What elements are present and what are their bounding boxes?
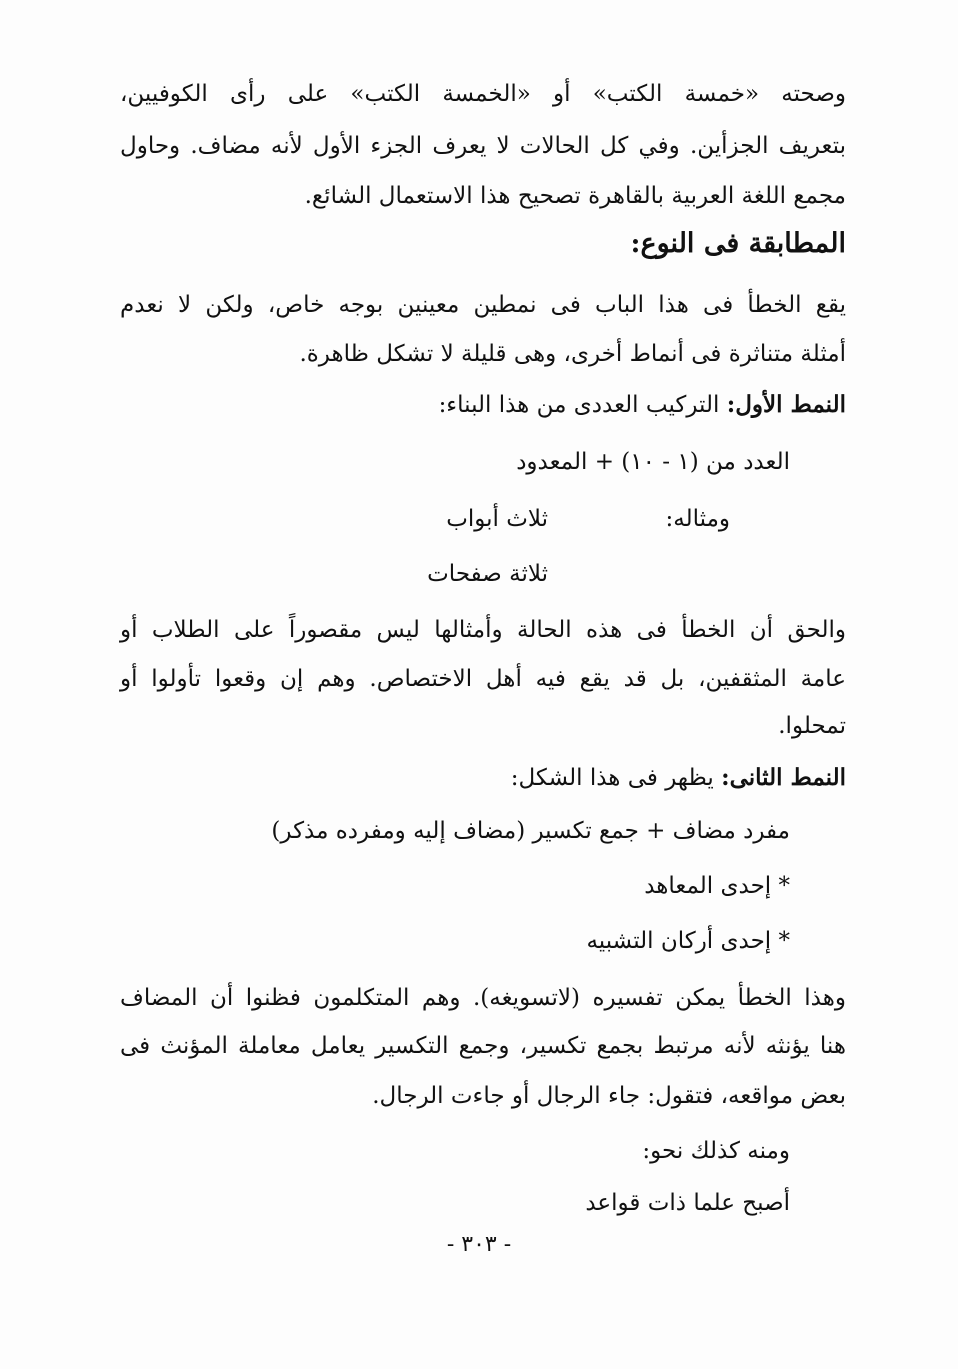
text-line: بتعريف الجزأين. وفي كل الحالات لا يعرف الجزء الأول لأنه مضاف. وحاول [120, 133, 846, 159]
example-label: ومثاله: [665, 506, 730, 532]
pattern-two-label: النمط الثانى: [721, 764, 846, 791]
example-one: ثلاث أبواب [446, 506, 548, 532]
text-line: والحق أن الخطأ فى هذه الحالة وأمثالها ليس مقصوراً على الطلاب أو [120, 617, 846, 643]
formula-two: مفرد مضاف + جمع تكسير (مضاف إليه ومفرده مذكر) [271, 818, 790, 844]
page-number: - ٣٠٣ - [446, 1232, 512, 1257]
text-line: أمثلة متناثرة فى أنماط أخرى، وهى قليلة لا تشكل ظاهرة. [299, 341, 846, 367]
text-line: يقع الخطأ فى هذا الباب فى نمطين معينين بوجه خاص، ولكن لا نعدم [120, 292, 846, 318]
text-line: تمحلوا. [778, 713, 846, 739]
text-line: عامة المثقفين، بل قد يقع فيه أهل الاختصاص. وهم إن وقعوا تأولوا أو [120, 666, 846, 692]
text-line: أصبح علما ذات قواعد [585, 1190, 790, 1216]
pattern-one-label: النمط الأول: [726, 391, 846, 418]
text-line: بعض مواقعه، فتقول: جاء الرجال أو جاءت الرجال. [372, 1083, 846, 1109]
example-item: * إحدى المعاهد [644, 873, 790, 899]
text-line: وصحته «خمسة الكتب» أو «الخمسة الكتب» على رأى الكوفيين، [120, 81, 846, 107]
section-heading: المطابقة فى النوع: [630, 228, 846, 259]
formula-one: العدد من (١ - ١٠) + المعدود [516, 449, 790, 475]
text-line: مجمع اللغة العربية بالقاهرة تصحيح هذا الاستعمال الشائع. [304, 183, 846, 209]
text-line: ومنه كذلك نحو: [642, 1138, 790, 1164]
pattern-two [511, 762, 846, 794]
pattern-two-text: يظهر فى هذا الشكل: [510, 765, 722, 791]
example-two: ثلاثة صفحات [427, 561, 548, 587]
pattern-one-text: التركيب العددى من هذا البناء: [438, 392, 727, 418]
text-line: هنا يؤنثه لأنه مرتبط بجمع تكسير، وجمع التكسير يعامل معاملة المؤنث فى [120, 1033, 846, 1059]
example-item: * إحدى أركان التشبيه [586, 928, 790, 954]
pattern-one [439, 389, 846, 421]
text-line: وهذا الخطأ يمكن تفسيره (لاتسويغه). وهم المتكلمون فظنوا أن المضاف [120, 985, 846, 1011]
